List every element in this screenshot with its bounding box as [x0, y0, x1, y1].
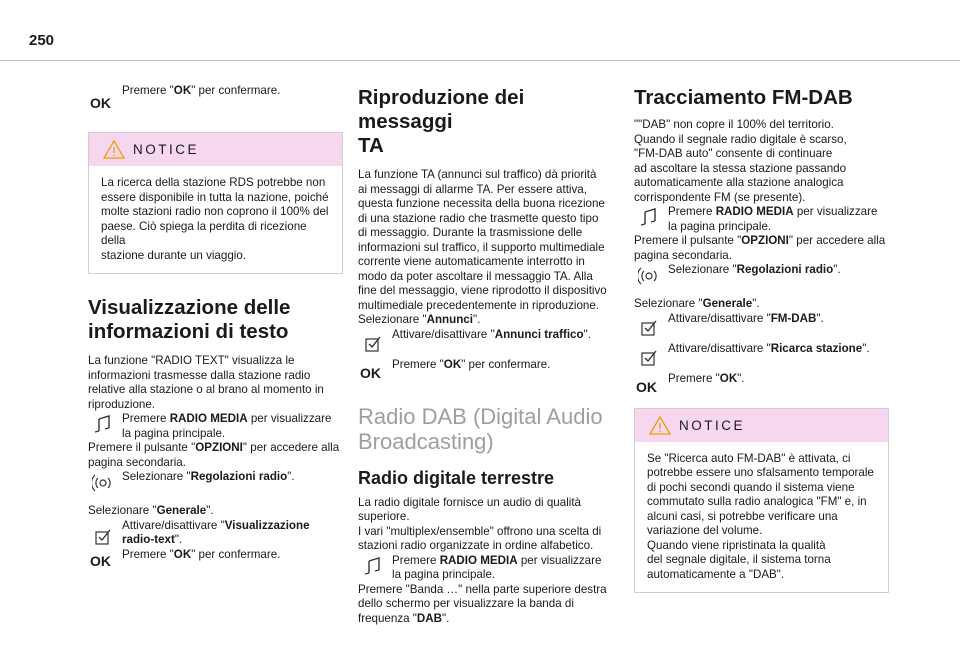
notice-box: [88, 132, 343, 274]
general-text: Selezionare "Generale".: [88, 504, 214, 517]
notice-title: NOTICE: [679, 417, 746, 433]
step-confirm-2: OK Premere "OK" per confermare.: [90, 547, 281, 569]
dab-text: La radio digitale fornisce un audio di qualità superiore. I vari "multiplex/ensemble" offrono una scelta di stazioni radio organizzate in ordine alfabetico.: [358, 495, 602, 552]
checkbox-icon: [634, 350, 664, 371]
music-note-icon: [634, 207, 664, 232]
radio-settings-icon: [634, 265, 664, 292]
notice-title: NOTICE: [133, 142, 200, 157]
radio-settings-icon: [88, 472, 118, 499]
column-left: [88, 80, 343, 576]
band-text: Premere "Banda …" nella parte superiore destra dello schermo per visualizzare la banda di frequenza "DAB".: [358, 582, 607, 625]
step-confirm: OK Premere "OK".: [636, 371, 745, 395]
intro-text: La funzione "RADIO TEXT" visualizza le informazioni trasmesse dalla stazione radio relative alla stazione o al brano al momento in riproduzione.: [88, 354, 324, 411]
notice-box: [634, 408, 889, 594]
step-toggle-fmdab: Attivare/disattivare "FM-DAB".: [634, 312, 889, 342]
step-radio-settings: Selezionare "Regolazioni radio".: [634, 263, 889, 293]
ok-label: OK: [360, 364, 381, 381]
checkbox-icon: [88, 529, 118, 550]
step-confirm: OK Premere "OK" per confermare.: [360, 357, 551, 381]
ok-label: OK: [90, 95, 111, 111]
checkbox-icon: [634, 320, 664, 341]
column-middle: [358, 80, 613, 626]
music-note-icon: [358, 556, 388, 581]
ok-label: OK: [90, 552, 111, 569]
warning-triangle-icon: [103, 140, 125, 164]
options-text: Premere il pulsante "OPZIONI" per accedere alla pagina secondaria.: [634, 234, 886, 262]
music-note-icon: [88, 414, 118, 439]
subsection-heading: Radio digitale terrestre: [358, 467, 555, 488]
page-number: 250: [29, 32, 55, 49]
step-confirm: OK Premere "OK" per confermare.: [90, 84, 281, 111]
section-heading: Riproduzione dei messaggi TA: [358, 86, 525, 157]
select-text: Selezionare "Annunci".: [358, 313, 481, 326]
step-toggle-radiotext: Attivare/disattivare "Visualizzazione radio-text".: [88, 519, 343, 548]
warning-triangle-icon: [649, 416, 671, 440]
header-rule: [0, 60, 960, 61]
general-text: Selezionare "Generale".: [634, 297, 760, 310]
checkbox-icon: [358, 336, 388, 357]
step-radio-media: Premere RADIO MEDIA per visualizzare la pagina principale.: [88, 412, 343, 441]
fmdab-text: ""DAB" non copre il 100% del territorio. Quando il segnale radio digitale è scarso, "FM-DAB auto" consente di continuare ad ascoltare la stessa stazione passando automaticamente alla stazione analogica corrispondente FM (se presente).: [634, 118, 847, 204]
notice-text: Se "Ricerca auto FM-DAB" è attivata, ci potrebbe essere uno sfalsamento temporale di pochi secondi quando il sistema viene commutato sulla radio analogica "FM" e, in alcuni casi, si potrebbe verificare una variazione del volume. Quando viene ripristinata la qualità del segnale digitale, il sistema torna automaticamente a "DAB".: [647, 451, 874, 581]
step-radio-settings: Selezionare "Regolazioni radio".: [88, 470, 343, 500]
notice-text: La ricerca della stazione RDS potrebbe non essere disponibile in tutta la nazione, poiché molte stazioni radio non coprono il 100% del paese. Ciò spiega la perdita di ricezione della stazione durante un viaggio.: [101, 176, 329, 262]
column-right: [634, 80, 889, 593]
step-radio-media: Premere RADIO MEDIA per visualizzare la pagina principale.: [634, 205, 889, 234]
options-text: Premere il pulsante "OPZIONI" per accedere alla pagina secondaria.: [88, 441, 340, 469]
ok-label: OK: [636, 378, 657, 395]
section-heading: Visualizzazione delle informazioni di testo: [88, 296, 291, 343]
step-toggle-traffic: Attivare/disattivare "Annunci traffico".: [358, 328, 613, 358]
section-heading: Tracciamento FM-DAB: [634, 86, 853, 109]
ta-text: La funzione TA (annunci sul traffico) dà priorità ai messaggi di allarme TA. Per essere attiva, questa funzione necessita della buona ricezione di una stazione radio che trasmette questo tipo di messaggio. Durante la trasmissione delle informazioni sul traffico, il supporto multimediale corrente viene automaticamente interrotto in modo da poter ascoltare il messaggio TA. Alla fine del messaggio, viene riprodotto il dispositivo multimediale precedentemente in riproduzione.: [358, 168, 607, 312]
step-radio-media: Premere RADIO MEDIA per visualizzare la pagina principale.: [358, 554, 613, 583]
section-title: Radio DAB (Digital Audio Broadcasting): [358, 403, 603, 454]
step-toggle-search: Attivare/disattivare "Ricarca stazione".: [634, 342, 889, 372]
